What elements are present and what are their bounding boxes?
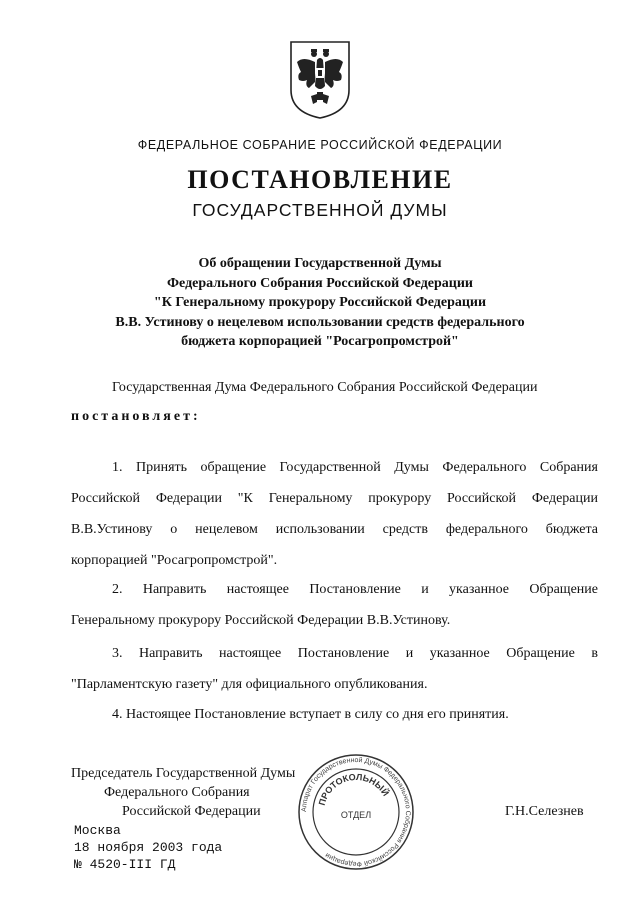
signatory-title: Российской Федерации [122,804,261,819]
item-2-line: 2. Направить настоящее Постановление и указанное Обращение [112,582,598,597]
item-4-line: 4. Настоящее Постановление вступает в силу со дня его принятия. [112,707,509,722]
subject-line: бюджета корпорацией "Росагропромстрой" [181,334,459,349]
item-1-line: В.В.Устинову о нецелевом использовании средств федерального бюджета [71,522,598,537]
decree-word: постановляет: [71,409,201,424]
signatory-title: Федерального Собрания [104,785,250,800]
item-1-line: корпорацией "Росагропромстрой". [71,553,278,568]
item-1-line: Российской Федерации "К Генеральному прокурору Российской Федерации [71,491,598,506]
item-1-line: 1. Принять обращение Государственной Думы Федерального Собрания [112,460,598,475]
stamp-center-text: ОТДЕЛ [340,810,372,820]
place-of-adoption: Москва [74,823,121,838]
stamp-arc-text: ПРОТОКОЛЬНЫЙ [316,771,391,807]
issuer-title: ГОСУДАРСТВЕННОЙ ДУМЫ [192,200,448,220]
document-number: № 4520-III ГД [74,857,176,872]
preamble-text: Государственная Дума Федерального Собрания Российской Федерации [112,380,538,395]
subject-line: Федерального Собрания Российской Федерации [167,275,473,291]
item-3-line: 3. Направить настоящее Постановление и указанное Обращение в [112,646,598,661]
document-subject [60,254,580,352]
subject-line: "К Генеральному прокурору Российской Федерации [153,295,487,310]
subject-line: В.В. Устинову о нецелевом использовании средств федерального [115,314,525,330]
state-emblem-icon [287,38,353,120]
stamp-ring-text: Аппарат Государственной Думы Федерального Собрания Российской Федерации [300,756,412,868]
item-3-line: "Парламентскую газету" для официального опубликования. [71,677,428,692]
document-type-title: ПОСТАНОВЛЕНИЕ [187,165,453,194]
signatory-name: Г.Н.Селезнев [505,804,584,819]
item-2-line: Генеральному прокурору Российской Федерации В.В.Устинову. [71,613,451,628]
adoption-date: 18 ноября 2003 года [74,840,223,855]
signatory-title: Председатель Государственной Думы [71,766,296,781]
official-stamp [296,752,416,872]
subject-line: Об обращении Государственной Думы [198,256,442,271]
parliament-name: ФЕДЕРАЛЬНОЕ СОБРАНИЕ РОССИЙСКОЙ ФЕДЕРАЦИИ [137,138,503,152]
